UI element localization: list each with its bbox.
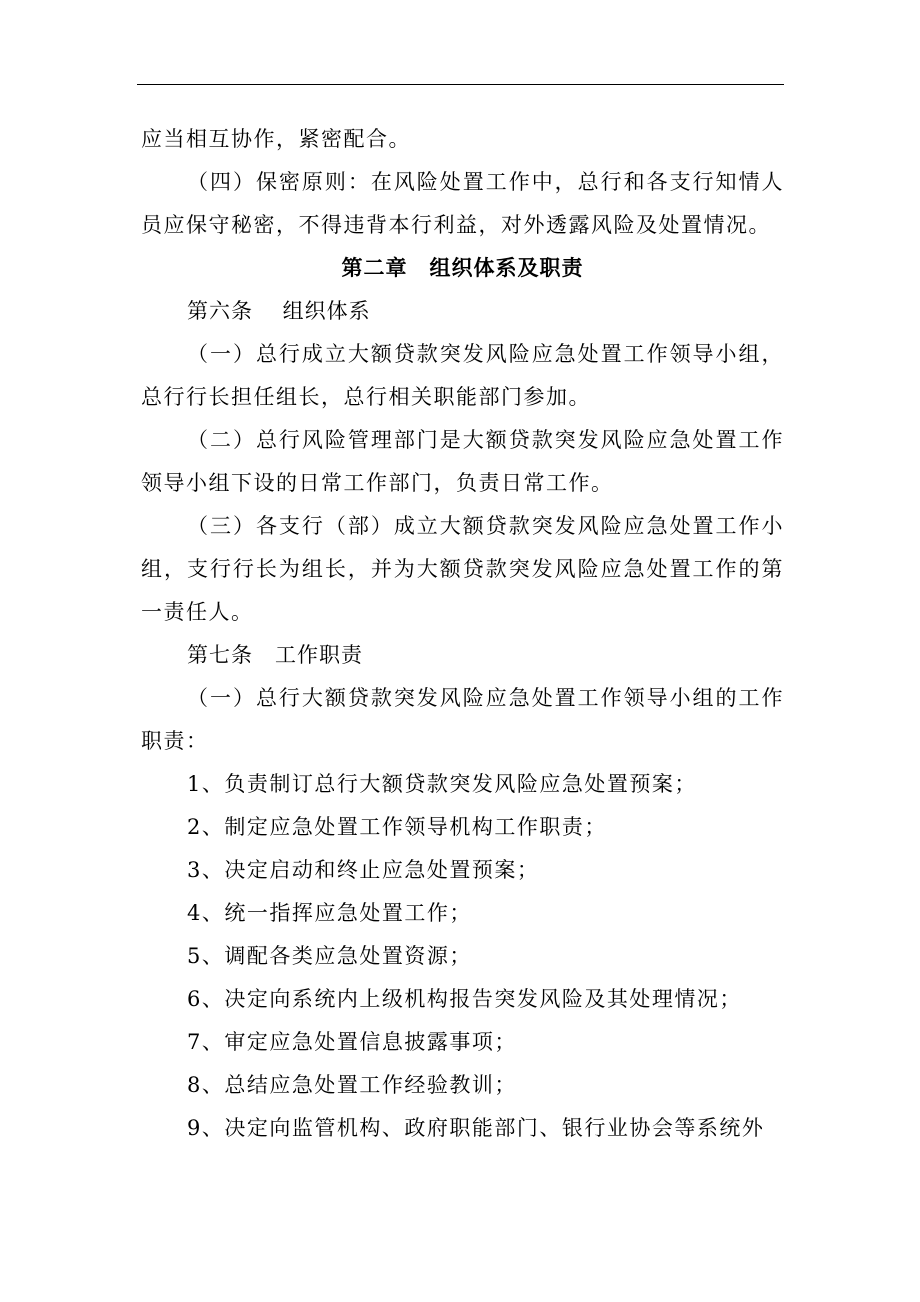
- document-body: [141, 118, 784, 1150]
- list-item-duty-2: 2、制定应急处置工作领导机构工作职责；: [187, 815, 607, 839]
- paragraph-article-seven-item-1: （一）总行大额贷款突发风险应急处置工作领导小组的工作职责：: [141, 686, 784, 753]
- paragraph-article-six-item-2: （二）总行风险管理部门是大额贷款突发风险应急处置工作领导小组下设的日常工作部门，负责日常工作。: [141, 428, 784, 495]
- paragraph-article-six-item-3: （三）各支行（部）成立大额贷款突发风险应急处置工作小组，支行行长为组长，并为大额贷款突发风险应急处置工作的第一责任人。: [141, 514, 784, 624]
- chapter-heading: 第二章 组织体系及职责: [341, 256, 584, 280]
- list-item-duty-1: 1、负责制订总行大额贷款突发风险应急处置预案；: [187, 772, 697, 796]
- list-item-duty-5: 5、调配各类应急处置资源；: [187, 944, 472, 968]
- paragraph-confidentiality-principle: （四）保密原则：在风险处置工作中，总行和各支行知情人员应保守秘密，不得违背本行利益，对外透露风险及处置情况。: [141, 170, 784, 237]
- article-six-title: 第六条 组织体系: [187, 299, 371, 323]
- list-item-duty-7: 7、审定应急处置信息披露事项；: [187, 1030, 517, 1054]
- list-item-duty-6: 6、决定向系统内上级机构报告突发风险及其处理情况；: [187, 987, 742, 1011]
- article-seven-title: 第七条 工作职责: [187, 643, 363, 667]
- list-item-duty-8: 8、总结应急处置工作经验教训；: [187, 1073, 517, 1097]
- paragraph-article-six-item-1: （一）总行成立大额贷款突发风险应急处置工作领导小组，总行行长担任组长，总行相关职能部门参加。: [141, 342, 784, 409]
- list-item-duty-3: 3、决定启动和终止应急处置预案；: [187, 858, 540, 882]
- header-rule: [137, 84, 784, 85]
- list-item-duty-4: 4、统一指挥应急处置工作；: [187, 901, 472, 925]
- paragraph-continuation: 应当相互协作，紧密配合。: [141, 127, 411, 151]
- list-item-duty-9: 9、决定向监管机构、政府职能部门、银行业协会等系统外: [187, 1116, 765, 1140]
